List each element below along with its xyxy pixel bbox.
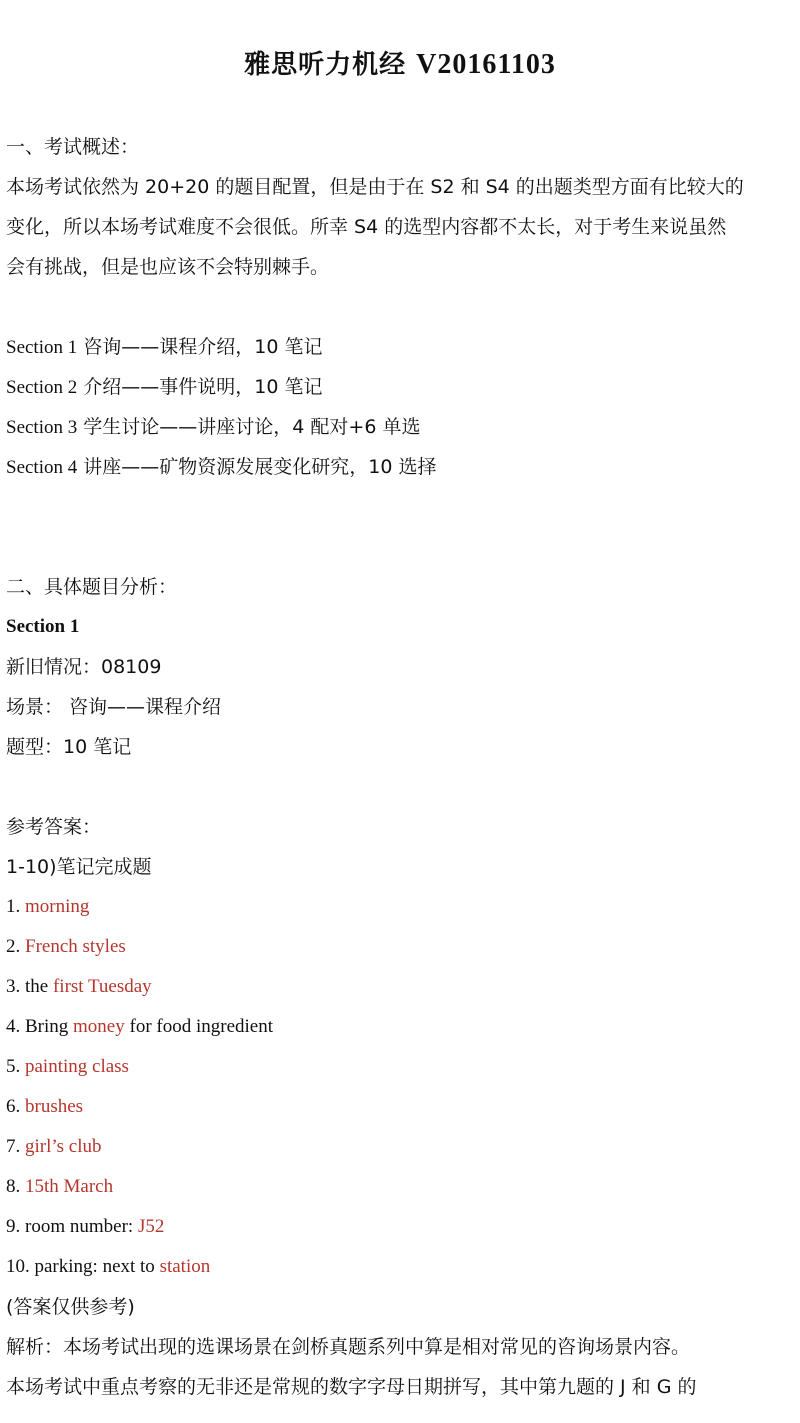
- answer-disclaimer: (答案仅供参考): [6, 1296, 135, 1318]
- answer-prefix: the: [25, 976, 49, 997]
- answer-number: 4.: [6, 1016, 21, 1037]
- answer-text: brushes: [25, 1096, 84, 1117]
- answer-number: 5.: [6, 1056, 21, 1077]
- section-label: Section 2: [6, 377, 78, 398]
- answer-text: girl’s club: [25, 1136, 102, 1157]
- answer-item-2: [6, 933, 126, 961]
- answer-number: 6.: [6, 1096, 21, 1117]
- answer-prefix: parking: next to: [34, 1256, 155, 1277]
- section-summary-4: [6, 453, 437, 482]
- section-desc: 介绍——事件说明，10 笔记: [83, 376, 323, 398]
- answer-text: station: [159, 1256, 211, 1277]
- title-main: 雅思听力机经: [244, 50, 407, 80]
- answer-text: J52: [137, 1216, 165, 1237]
- answer-number: 3.: [6, 976, 21, 997]
- title-code: V20161103: [416, 49, 556, 80]
- answer-item-7: [6, 1133, 102, 1161]
- answer-item-8: [6, 1173, 113, 1201]
- explanation-line-2: 本场考试中重点考察的无非还是常规的数字字母日期拼写，其中第九题的 J 和 G 的: [6, 1376, 697, 1398]
- answer-number: 1.: [6, 896, 21, 917]
- answer-number: 8.: [6, 1176, 21, 1197]
- section-label: Section 4: [6, 457, 78, 478]
- answer-text: 15th March: [25, 1176, 114, 1197]
- answer-range-label: 1-10)笔记完成题: [6, 856, 152, 878]
- overview-heading: 一、考试概述：: [6, 136, 140, 158]
- answer-item-9: [6, 1213, 164, 1241]
- overview-paragraph-line-3: 会有挑战，但是也应该不会特别棘手。: [6, 256, 330, 278]
- newold-info: 新旧情况：08109: [6, 656, 162, 678]
- answer-text: morning: [25, 896, 90, 917]
- document-title: [0, 44, 800, 81]
- answer-item-1: [6, 893, 89, 921]
- answer-prefix: Bring: [25, 1016, 69, 1037]
- question-type-info: 题型：10 笔记: [6, 736, 132, 758]
- explanation-line-1: 解析：本场考试出现的选课场景在剑桥真题系列中算是相对常见的咨询场景内容。: [6, 1336, 691, 1358]
- section-label: Section 3: [6, 417, 78, 438]
- answer-text: French styles: [25, 936, 126, 957]
- answer-text: first Tuesday: [52, 976, 152, 997]
- section-summary-1: [6, 333, 323, 362]
- answer-text: money: [73, 1016, 125, 1037]
- answer-number: 10.: [6, 1256, 30, 1277]
- section-desc: 学生讨论——讲座讨论，4 配对+6 单选: [83, 416, 421, 438]
- answer-item-5: [6, 1053, 129, 1081]
- section-desc: 咨询——课程介绍，10 笔记: [83, 336, 323, 358]
- analysis-heading: 二、具体题目分析：: [6, 576, 178, 598]
- answer-item-4: [6, 1013, 273, 1041]
- section-desc: 讲座——矿物资源发展变化研究，10 选择: [83, 456, 437, 478]
- scene-info: 场景： 咨询——课程介绍: [6, 696, 222, 718]
- overview-paragraph-line-1: 本场考试依然为 20+20 的题目配置，但是由于在 S2 和 S4 的出题类型方面有比较大的: [6, 176, 744, 198]
- answer-suffix: for food ingredient: [129, 1016, 274, 1037]
- answer-number: 9.: [6, 1216, 21, 1237]
- answer-item-3: [6, 973, 152, 1001]
- answer-item-10: [6, 1253, 210, 1281]
- reference-answers-heading: 参考答案：: [6, 816, 102, 838]
- section-summary-2: [6, 373, 323, 402]
- answer-text: painting class: [25, 1056, 129, 1077]
- answer-number: 7.: [6, 1136, 21, 1157]
- analysis-section-title: Section 1: [6, 616, 80, 637]
- overview-paragraph-line-2: 变化，所以本场考试难度不会很低。所幸 S4 的选型内容都不太长，对于考生来说虽然: [6, 216, 727, 238]
- answer-number: 2.: [6, 936, 21, 957]
- answer-item-6: [6, 1093, 83, 1121]
- answer-prefix: room number:: [25, 1216, 134, 1237]
- section-label: Section 1: [6, 337, 78, 358]
- section-summary-3: [6, 413, 420, 442]
